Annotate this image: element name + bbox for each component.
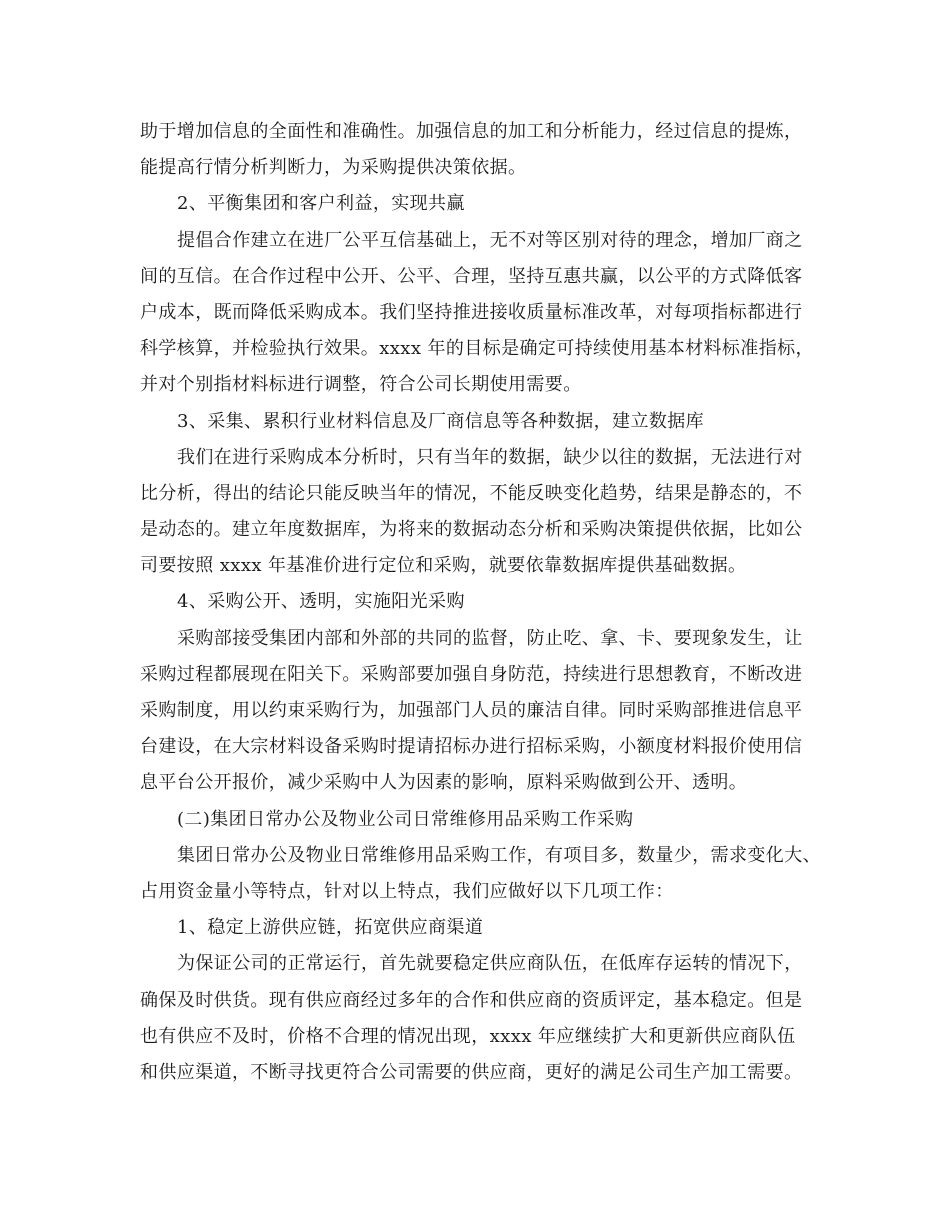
paragraph-line: 采购部接受集团内部和外部的共同的监督，防止吃、拿、卡、要现象发生，让 xyxy=(177,627,803,649)
paragraph-line: 为保证公司的正常运行，首先就要稳定供应商队伍，在低库存运转的情况下， xyxy=(177,953,803,975)
paragraph-line: 比分析，得出的结论只能反映当年的情况，不能反映变化趋势，结果是静态的，不 xyxy=(140,482,803,504)
section-heading: 4、采购公开、透明，实施阳光采购 xyxy=(177,591,465,613)
paragraph-line: 台建设，在大宗材料设备采购时提请招标办进行招标采购，小额度材料报价使用信 xyxy=(140,736,803,758)
section-heading: 2、平衡集团和客户利益，实现共赢 xyxy=(177,193,465,215)
paragraph-line: 间的互信。在合作过程中公开、公平、合理，坚持互惠共赢，以公平的方式降低客 xyxy=(140,265,803,287)
paragraph-line: 我们在进行采购成本分析时，只有当年的数据，缺少以往的数据，无法进行对 xyxy=(177,446,803,468)
document-body xyxy=(140,114,830,1091)
paragraph-line: 集团日常办公及物业日常维修用品采购工作，有项目多，数量少，需求变化大、 xyxy=(177,844,821,866)
paragraph-line: 采购过程都展现在阳关下。采购部要加强自身防范，持续进行思想教育，不断改进 xyxy=(140,663,803,685)
section-heading: (二)集团日常办公及物业公司日常维修用品采购工作采购 xyxy=(177,808,634,830)
paragraph-line: 确保及时供货。现有供应商经过多年的合作和供应商的资质评定，基本稳定。但是 xyxy=(140,989,803,1011)
section-heading: 3、采集、累积行业材料信息及厂商信息等各种数据，建立数据库 xyxy=(177,410,705,432)
paragraph-line: 采购制度，用以约束采购行为，加强部门人员的廉洁自律。同时采购部推进信息平 xyxy=(140,700,803,721)
paragraph-line: 科学核算，并检验执行效果。xxxx 年的目标是确定可持续使用基本材料标准指标， xyxy=(140,338,814,360)
section-heading: 1、稳定上游供应链，拓宽供应商渠道 xyxy=(177,917,484,939)
paragraph-line: 占用资金量小等特点，针对以上特点，我们应做好以下几项工作： xyxy=(140,880,674,902)
paragraph-line: 也有供应不及时，价格不合理的情况出现，xxxx 年应继续扩大和更新供应商队伍 xyxy=(140,1025,796,1047)
paragraph-line: 提倡合作建立在进厂公平互信基础上，无不对等区别对待的理念，增加厂商之 xyxy=(177,229,803,251)
paragraph-line: 和供应渠道，不断寻找更符合公司需要的供应商，更好的满足公司生产加工需要。 xyxy=(140,1061,803,1083)
paragraph-line: 是动态的。建立年度数据库，为将来的数据动态分析和采购决策提供依据，比如公 xyxy=(140,519,803,541)
paragraph-line: 户成本，既而降低采购成本。我们坚持推进接收质量标准改革，对每项指标都进行 xyxy=(140,301,803,323)
paragraph-line: 并对个别指材料标进行调整，符合公司长期使用需要。 xyxy=(140,374,582,396)
paragraph-line: 息平台公开报价，减少采购中人为因素的影响，原料采购做到公开、透明。 xyxy=(140,772,748,794)
paragraph-line: 能提高行情分析判断力，为采购提供决策依据。 xyxy=(140,157,527,179)
paragraph-line: 助于增加信息的全面性和准确性。加强信息的加工和分析能力，经过信息的提炼， xyxy=(140,121,803,142)
paragraph-line: 司要按照 xxxx 年基准价进行定位和采购，就要依靠数据库提供基础数据。 xyxy=(140,555,747,577)
